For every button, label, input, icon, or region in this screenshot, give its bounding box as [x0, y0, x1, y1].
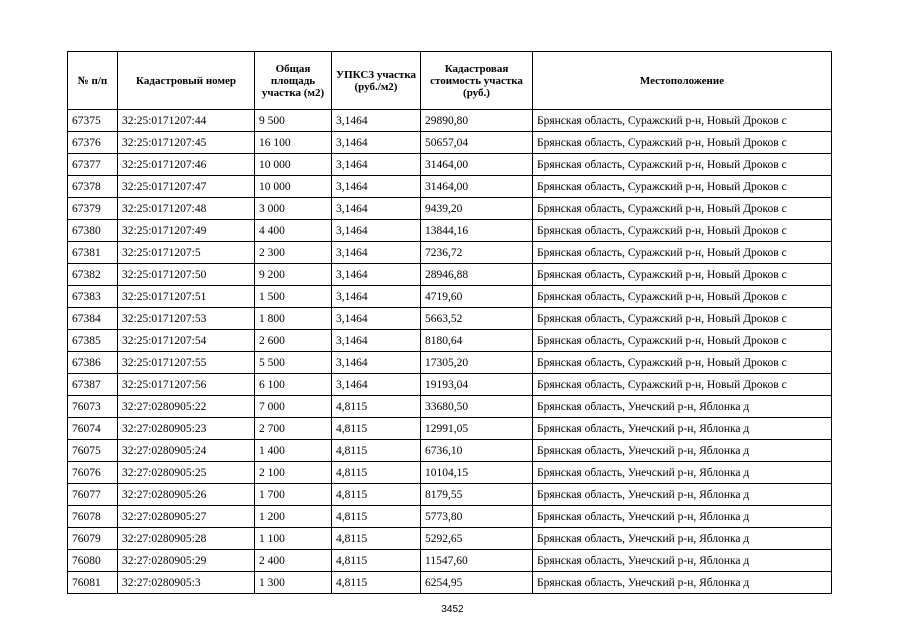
table-row — [68, 374, 832, 396]
cell-upksz: 3,1464 — [332, 330, 421, 352]
cell-location: Брянская область, Суражский р-н, Новый Дроков с — [533, 154, 832, 176]
cell-upksz: 3,1464 — [332, 198, 421, 220]
cell-cadastral-value: 19193,04 — [421, 374, 533, 396]
cell-cadastral-value: 31464,00 — [421, 176, 533, 198]
header-upksz: УПКСЗ участка (руб./м2) — [332, 52, 421, 110]
cell-upksz: 3,1464 — [332, 132, 421, 154]
cell-number: 67383 — [68, 286, 118, 308]
table-row — [68, 132, 832, 154]
cell-number: 67379 — [68, 198, 118, 220]
cell-number: 67381 — [68, 242, 118, 264]
cell-upksz: 3,1464 — [332, 154, 421, 176]
cell-cadastral-value: 17305,20 — [421, 352, 533, 374]
table-row — [68, 154, 832, 176]
header-cadastral-number: Кадастровый номер — [118, 52, 255, 110]
table-row — [68, 352, 832, 374]
cell-cadastral-value: 33680,50 — [421, 396, 533, 418]
header-row — [68, 52, 832, 110]
cell-area: 10 000 — [255, 154, 332, 176]
cell-number: 67382 — [68, 264, 118, 286]
table-row — [68, 264, 832, 286]
cell-area: 2 600 — [255, 330, 332, 352]
cell-cadastral-number: 32:27:0280905:26 — [118, 484, 255, 506]
cell-number: 76075 — [68, 440, 118, 462]
table-row — [68, 220, 832, 242]
cell-number: 76073 — [68, 396, 118, 418]
cell-cadastral-value: 29890,80 — [421, 110, 533, 132]
cell-cadastral-value: 11547,60 — [421, 550, 533, 572]
table-row — [68, 528, 832, 550]
cell-upksz: 4,8115 — [332, 506, 421, 528]
cell-number: 67385 — [68, 330, 118, 352]
cell-area: 4 400 — [255, 220, 332, 242]
cell-cadastral-number: 32:25:0171207:53 — [118, 308, 255, 330]
cell-area: 7 000 — [255, 396, 332, 418]
cell-cadastral-value: 9439,20 — [421, 198, 533, 220]
cell-number: 76079 — [68, 528, 118, 550]
cell-cadastral-number: 32:27:0280905:22 — [118, 396, 255, 418]
cell-upksz: 3,1464 — [332, 176, 421, 198]
cell-cadastral-number: 32:27:0280905:3 — [118, 572, 255, 594]
cell-location: Брянская область, Унечский р-н, Яблонка д — [533, 484, 832, 506]
cell-location: Брянская область, Суражский р-н, Новый Дроков с — [533, 308, 832, 330]
cell-number: 67376 — [68, 132, 118, 154]
cell-cadastral-value: 31464,00 — [421, 154, 533, 176]
cell-location: Брянская область, Суражский р-н, Новый Дроков с — [533, 374, 832, 396]
cell-upksz: 3,1464 — [332, 352, 421, 374]
cell-area: 3 000 — [255, 198, 332, 220]
table-row — [68, 550, 832, 572]
table-row — [68, 330, 832, 352]
cell-cadastral-number: 32:25:0171207:46 — [118, 154, 255, 176]
cell-upksz: 3,1464 — [332, 264, 421, 286]
cell-cadastral-value: 8180,64 — [421, 330, 533, 352]
cell-cadastral-number: 32:25:0171207:49 — [118, 220, 255, 242]
cell-area: 2 700 — [255, 418, 332, 440]
cell-location: Брянская область, Унечский р-н, Яблонка д — [533, 418, 832, 440]
cell-cadastral-value: 7236,72 — [421, 242, 533, 264]
cell-upksz: 3,1464 — [332, 220, 421, 242]
cell-cadastral-number: 32:27:0280905:23 — [118, 418, 255, 440]
cell-cadastral-value: 4719,60 — [421, 286, 533, 308]
cell-number: 67387 — [68, 374, 118, 396]
cell-number: 76078 — [68, 506, 118, 528]
cell-cadastral-number: 32:25:0171207:47 — [118, 176, 255, 198]
table-row — [68, 440, 832, 462]
cell-area: 1 800 — [255, 308, 332, 330]
cell-location: Брянская область, Суражский р-н, Новый Дроков с — [533, 242, 832, 264]
cell-number: 67378 — [68, 176, 118, 198]
cell-location: Брянская область, Суражский р-н, Новый Дроков с — [533, 264, 832, 286]
cell-upksz: 4,8115 — [332, 396, 421, 418]
cell-area: 1 100 — [255, 528, 332, 550]
cell-cadastral-number: 32:27:0280905:25 — [118, 462, 255, 484]
cell-cadastral-value: 5292,65 — [421, 528, 533, 550]
cell-location: Брянская область, Суражский р-н, Новый Дроков с — [533, 110, 832, 132]
cell-number: 67384 — [68, 308, 118, 330]
table-row — [68, 572, 832, 594]
cell-cadastral-value: 5773,80 — [421, 506, 533, 528]
cell-area: 10 000 — [255, 176, 332, 198]
cell-number: 67375 — [68, 110, 118, 132]
header-cadastral-value: Кадастровая стоимость участка (руб.) — [421, 52, 533, 110]
cell-cadastral-number: 32:27:0280905:27 — [118, 506, 255, 528]
header-number: № п/п — [68, 52, 118, 110]
table-row — [68, 484, 832, 506]
cell-upksz: 3,1464 — [332, 286, 421, 308]
cell-location: Брянская область, Суражский р-н, Новый Дроков с — [533, 286, 832, 308]
cell-cadastral-number: 32:25:0171207:55 — [118, 352, 255, 374]
table-row — [68, 308, 832, 330]
cell-upksz: 3,1464 — [332, 242, 421, 264]
cell-cadastral-number: 32:25:0171207:54 — [118, 330, 255, 352]
cell-area: 6 100 — [255, 374, 332, 396]
cell-upksz: 4,8115 — [332, 440, 421, 462]
cell-number: 76081 — [68, 572, 118, 594]
page-number: 3452 — [441, 604, 464, 615]
cell-cadastral-number: 32:25:0171207:45 — [118, 132, 255, 154]
cell-cadastral-number: 32:25:0171207:56 — [118, 374, 255, 396]
cell-upksz: 4,8115 — [332, 550, 421, 572]
cell-upksz: 4,8115 — [332, 528, 421, 550]
cell-cadastral-value: 12991,05 — [421, 418, 533, 440]
cell-upksz: 4,8115 — [332, 418, 421, 440]
cell-number: 67380 — [68, 220, 118, 242]
cell-location: Брянская область, Суражский р-н, Новый Дроков с — [533, 176, 832, 198]
cell-location: Брянская область, Унечский р-н, Яблонка д — [533, 550, 832, 572]
cell-area: 1 500 — [255, 286, 332, 308]
cell-upksz: 4,8115 — [332, 572, 421, 594]
cell-area: 5 500 — [255, 352, 332, 374]
cell-location: Брянская область, Унечский р-н, Яблонка д — [533, 572, 832, 594]
table-row — [68, 242, 832, 264]
cell-number: 76076 — [68, 462, 118, 484]
table-row — [68, 286, 832, 308]
table-row — [68, 396, 832, 418]
cell-area: 1 400 — [255, 440, 332, 462]
cell-area: 2 300 — [255, 242, 332, 264]
cell-area: 9 200 — [255, 264, 332, 286]
table-row — [68, 176, 832, 198]
header-area: Общая площадь участка (м2) — [255, 52, 332, 110]
cell-cadastral-number: 32:25:0171207:50 — [118, 264, 255, 286]
cell-location: Брянская область, Унечский р-н, Яблонка д — [533, 396, 832, 418]
cell-cadastral-value: 10104,15 — [421, 462, 533, 484]
cell-cadastral-value: 13844,16 — [421, 220, 533, 242]
cell-cadastral-number: 32:25:0171207:44 — [118, 110, 255, 132]
cell-number: 67386 — [68, 352, 118, 374]
cell-location: Брянская область, Унечский р-н, Яблонка д — [533, 528, 832, 550]
cell-cadastral-value: 6736,10 — [421, 440, 533, 462]
cell-cadastral-number: 32:27:0280905:29 — [118, 550, 255, 572]
cell-number: 76080 — [68, 550, 118, 572]
table-row — [68, 418, 832, 440]
cell-upksz: 3,1464 — [332, 374, 421, 396]
cell-number: 76077 — [68, 484, 118, 506]
cell-cadastral-value: 5663,52 — [421, 308, 533, 330]
table-body — [68, 110, 832, 594]
cell-location: Брянская область, Унечский р-н, Яблонка д — [533, 462, 832, 484]
cell-cadastral-value: 28946,88 — [421, 264, 533, 286]
cell-location: Брянская область, Унечский р-н, Яблонка д — [533, 506, 832, 528]
cell-area: 9 500 — [255, 110, 332, 132]
cell-area: 1 300 — [255, 572, 332, 594]
cell-upksz: 4,8115 — [332, 462, 421, 484]
cell-area: 1 700 — [255, 484, 332, 506]
cell-location: Брянская область, Суражский р-н, Новый Дроков с — [533, 220, 832, 242]
table-row — [68, 462, 832, 484]
table-row — [68, 110, 832, 132]
cell-cadastral-number: 32:27:0280905:24 — [118, 440, 255, 462]
cell-cadastral-number: 32:27:0280905:28 — [118, 528, 255, 550]
cell-cadastral-number: 32:25:0171207:48 — [118, 198, 255, 220]
table-row — [68, 506, 832, 528]
table-header — [68, 52, 832, 110]
table-row — [68, 198, 832, 220]
cell-cadastral-number: 32:25:0171207:5 — [118, 242, 255, 264]
cell-upksz: 3,1464 — [332, 110, 421, 132]
cell-cadastral-value: 8179,55 — [421, 484, 533, 506]
cell-upksz: 3,1464 — [332, 308, 421, 330]
cell-number: 67377 — [68, 154, 118, 176]
cell-cadastral-number: 32:25:0171207:51 — [118, 286, 255, 308]
cell-cadastral-value: 50657,04 — [421, 132, 533, 154]
cell-area: 2 400 — [255, 550, 332, 572]
cell-area: 16 100 — [255, 132, 332, 154]
cadastral-table — [67, 51, 832, 594]
header-location: Местоположение — [533, 52, 832, 110]
cell-location: Брянская область, Унечский р-н, Яблонка д — [533, 440, 832, 462]
cell-upksz: 4,8115 — [332, 484, 421, 506]
cell-number: 76074 — [68, 418, 118, 440]
cell-location: Брянская область, Суражский р-н, Новый Дроков с — [533, 330, 832, 352]
cell-area: 1 200 — [255, 506, 332, 528]
cell-location: Брянская область, Суражский р-н, Новый Дроков с — [533, 352, 832, 374]
cell-area: 2 100 — [255, 462, 332, 484]
cell-location: Брянская область, Суражский р-н, Новый Дроков с — [533, 198, 832, 220]
cell-cadastral-value: 6254,95 — [421, 572, 533, 594]
cell-location: Брянская область, Суражский р-н, Новый Дроков с — [533, 132, 832, 154]
